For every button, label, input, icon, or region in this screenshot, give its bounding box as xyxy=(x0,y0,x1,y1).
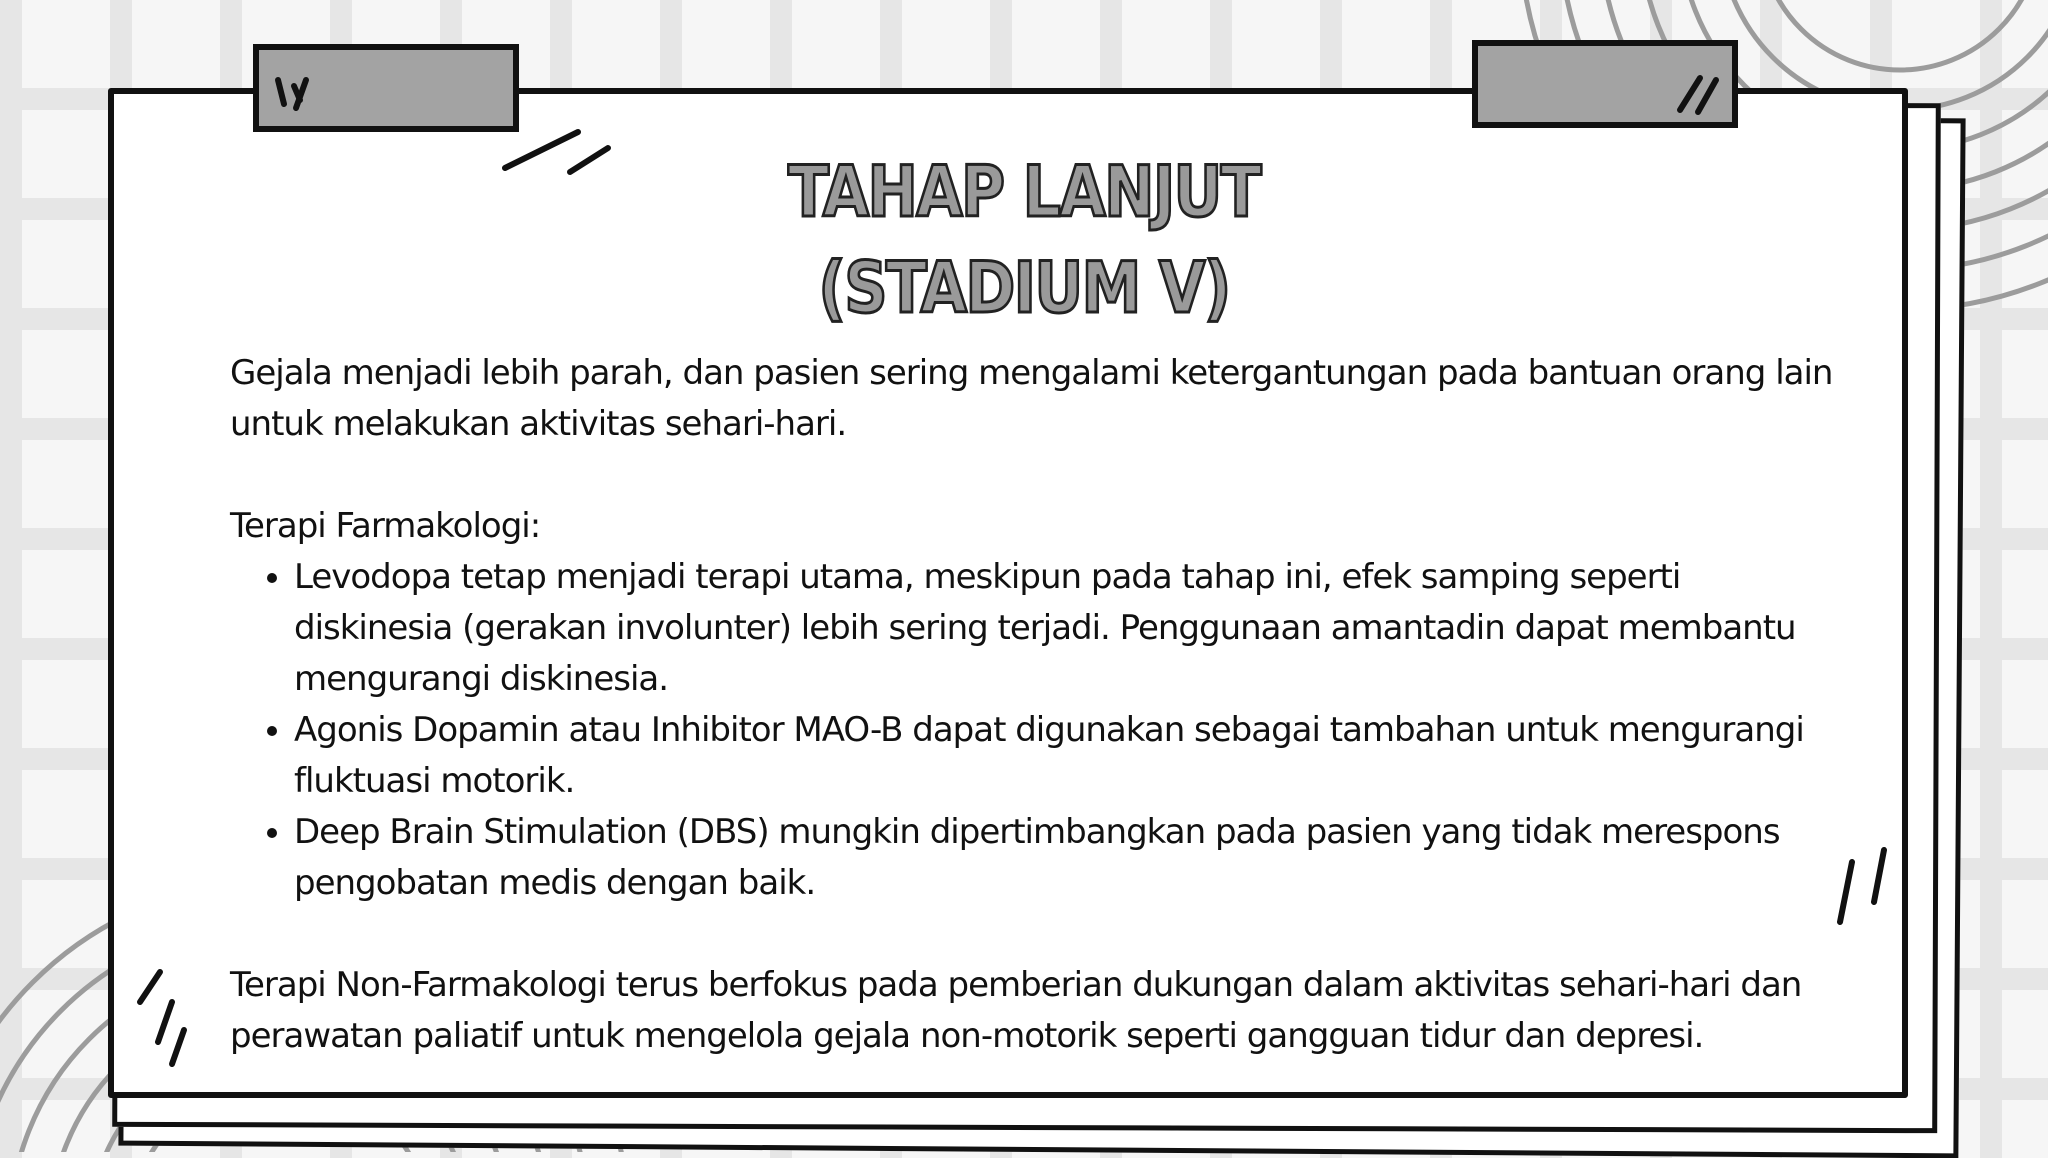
slide-content xyxy=(230,348,1840,1062)
pharma-list xyxy=(230,552,1840,909)
spacer xyxy=(230,909,1840,960)
non-pharma-paragraph: Terapi Non-Farmakologi terus berfokus pada pemberian dukungan dalam aktivitas sehari-hari dan perawatan paliatif untuk mengelola gejala non-motorik seperti gangguan tidur dan depresi. xyxy=(230,965,1802,1056)
list-item: • Levodopa tetap menjadi terapi utama, meskipun pada tahap ini, efek samping seperti diskinesia (gerakan involunter) lebih sering terjadi. Penggunaan amantadin dapat membantu mengurangi diskinesia. xyxy=(294,552,1840,705)
list-item: • Deep Brain Stimulation (DBS) mungkin dipertimbangkan pada pasien yang tidak merespons pengobatan medis dengan baik. xyxy=(294,807,1840,909)
pharma-heading: Terapi Farmakologi: xyxy=(230,506,541,546)
slide-title-line-2: (STADIUM V) xyxy=(818,247,1230,329)
spacer xyxy=(230,450,1840,501)
list-item: • Agonis Dopamin atau Inhibitor MAO-B dapat digunakan sebagai tambahan untuk mengurangi fluktuasi motorik. xyxy=(294,705,1840,807)
intro-paragraph: Gejala menjadi lebih parah, dan pasien sering mengalami ketergantungan pada bantuan orang lain untuk melakukan aktivitas sehari-hari. xyxy=(230,353,1833,444)
slide-title-line-1: TAHAP LANJUT xyxy=(787,151,1261,233)
